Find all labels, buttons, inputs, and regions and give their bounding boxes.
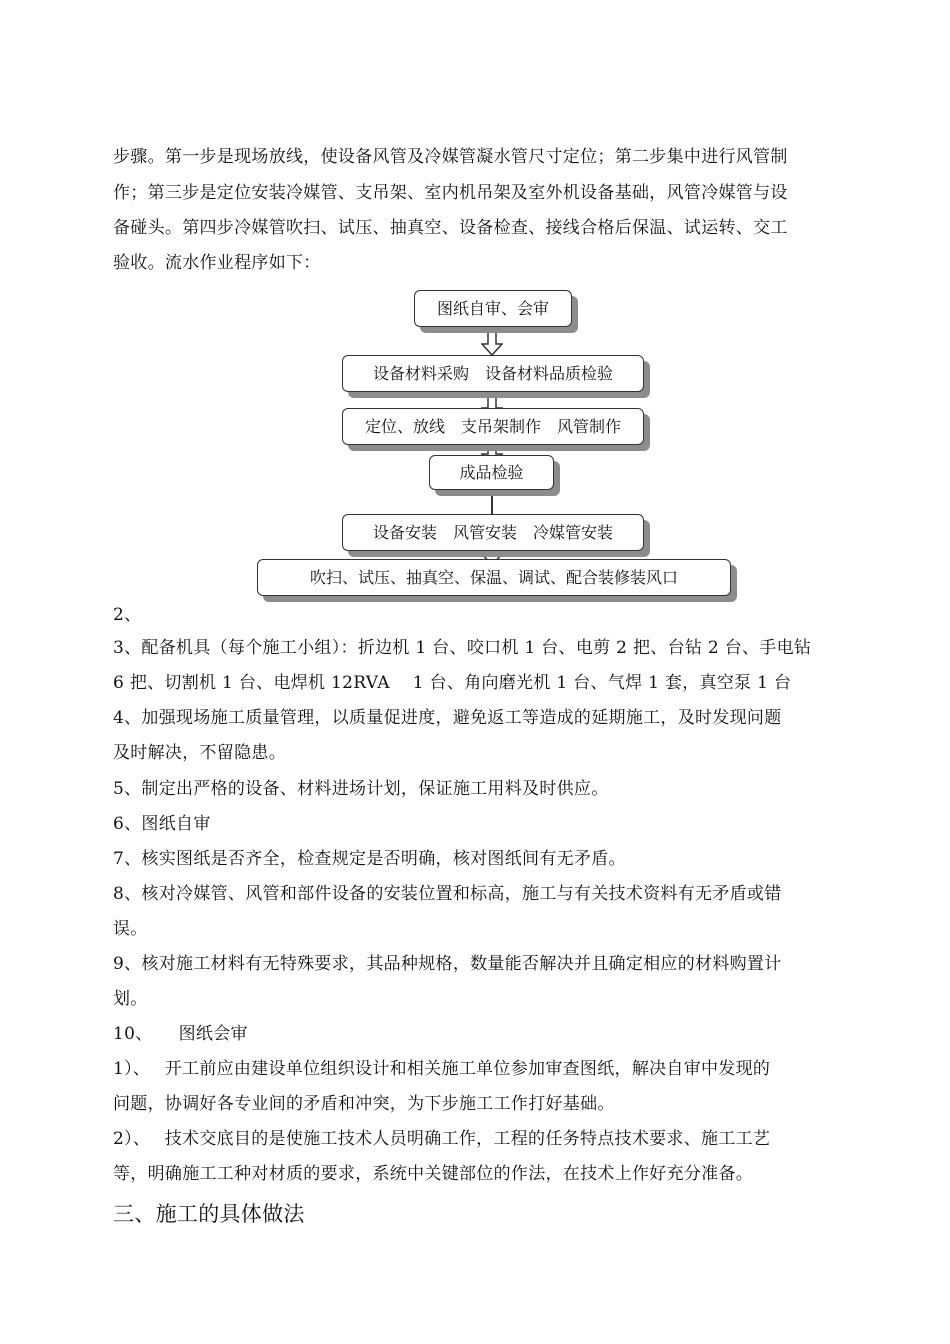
arrow-down-icon (481, 330, 503, 356)
body-line: 5、制定出严格的设备、材料进场计划，保证施工用料及时供应。 (113, 779, 609, 799)
flow-step-label: 定位、放线 支吊架制作 风管制作 (364, 416, 621, 436)
flow-step-label: 设备安装 风管安装 冷媒管安装 (372, 522, 613, 542)
intro-line-1: 步骤。第一步是现场放线，使设备风管及冷媒管凝水管尺寸定位；第二步集中进行风管制 (113, 147, 788, 167)
intro-line-2: 作；第三步是定位安装冷媒管、支吊架、室内机吊架及室外机设备基础，风管冷媒管与设 (113, 183, 788, 203)
body-line: 8、核对冷媒管、风管和部件设备的安装位置和标高，施工与有关技术资料有无矛盾或错 (113, 884, 782, 904)
flow-step-label: 图纸自审、会审 (436, 298, 549, 318)
intro-line-4: 验收。流水作业程序如下： (113, 253, 321, 273)
body-line: 问题，协调好各专业间的矛盾和冲突，为下步施工工作打好基础。 (113, 1094, 615, 1114)
body-line: 6、图纸自审 (113, 814, 211, 834)
body-line: 1）、 开工前应由建设单位组织设计和相关施工单位参加审查图纸，解决自审中发现的 (113, 1059, 771, 1079)
body-line: 6 把、切割机 1 台、电焊机 12RVA 1 台、角向磨光机 1 台、气焊 1 套，真空泵 1 台 (113, 673, 792, 693)
body-line: 等，明确施工工种对材质的要求，系统中关键部位的作法，在技术上作好充分准备。 (113, 1164, 754, 1184)
body-line: 9、核对施工材料有无特殊要求，其品种规格，数量能否解决并且确定相应的材料购置计 (113, 954, 782, 974)
flow-step-commissioning (257, 559, 731, 596)
body-line: 误。 (113, 919, 148, 939)
section-heading: 三、施工的具体做法 (113, 1202, 305, 1226)
flow-step-procurement (342, 355, 644, 392)
body-line: 2、 (113, 605, 142, 625)
flow-step-inspection (429, 455, 554, 490)
body-line: 及时解决，不留隐患。 (113, 743, 286, 763)
body-line: 7、核实图纸是否齐全，检查规定是否明确，核对图纸间有无矛盾。 (113, 849, 626, 869)
flow-step-label: 设备材料采购 设备材料品质检验 (372, 363, 613, 383)
body-line: 2）、 技术交底目的是使施工技术人员明确工作，工程的任务特点技术要求、施工工艺 (113, 1129, 771, 1149)
flow-step-positioning (342, 408, 644, 445)
body-line: 10、 图纸会审 (113, 1024, 248, 1044)
intro-line-3: 备碰头。第四步冷媒管吹扫、试压、抽真空、设备检查、接线合格后保温、试运转、交工 (113, 218, 788, 238)
flow-step-drawing-review (414, 290, 572, 327)
body-line: 4、加强现场施工质量管理，以质量促进度，避免返工等造成的延期施工，及时发现问题 (113, 708, 782, 728)
flow-step-label: 吹扫、试压、抽真空、保温、调试、配合装修装风口 (309, 567, 678, 587)
body-line: 3、配备机具（每个施工小组）：折边机 1 台、咬口机 1 台、电剪 2 把、台钻 2 台、手电钻 (113, 638, 812, 658)
flow-step-installation (342, 514, 644, 551)
flow-step-label: 成品检验 (459, 462, 524, 482)
body-line: 划。 (113, 989, 148, 1009)
